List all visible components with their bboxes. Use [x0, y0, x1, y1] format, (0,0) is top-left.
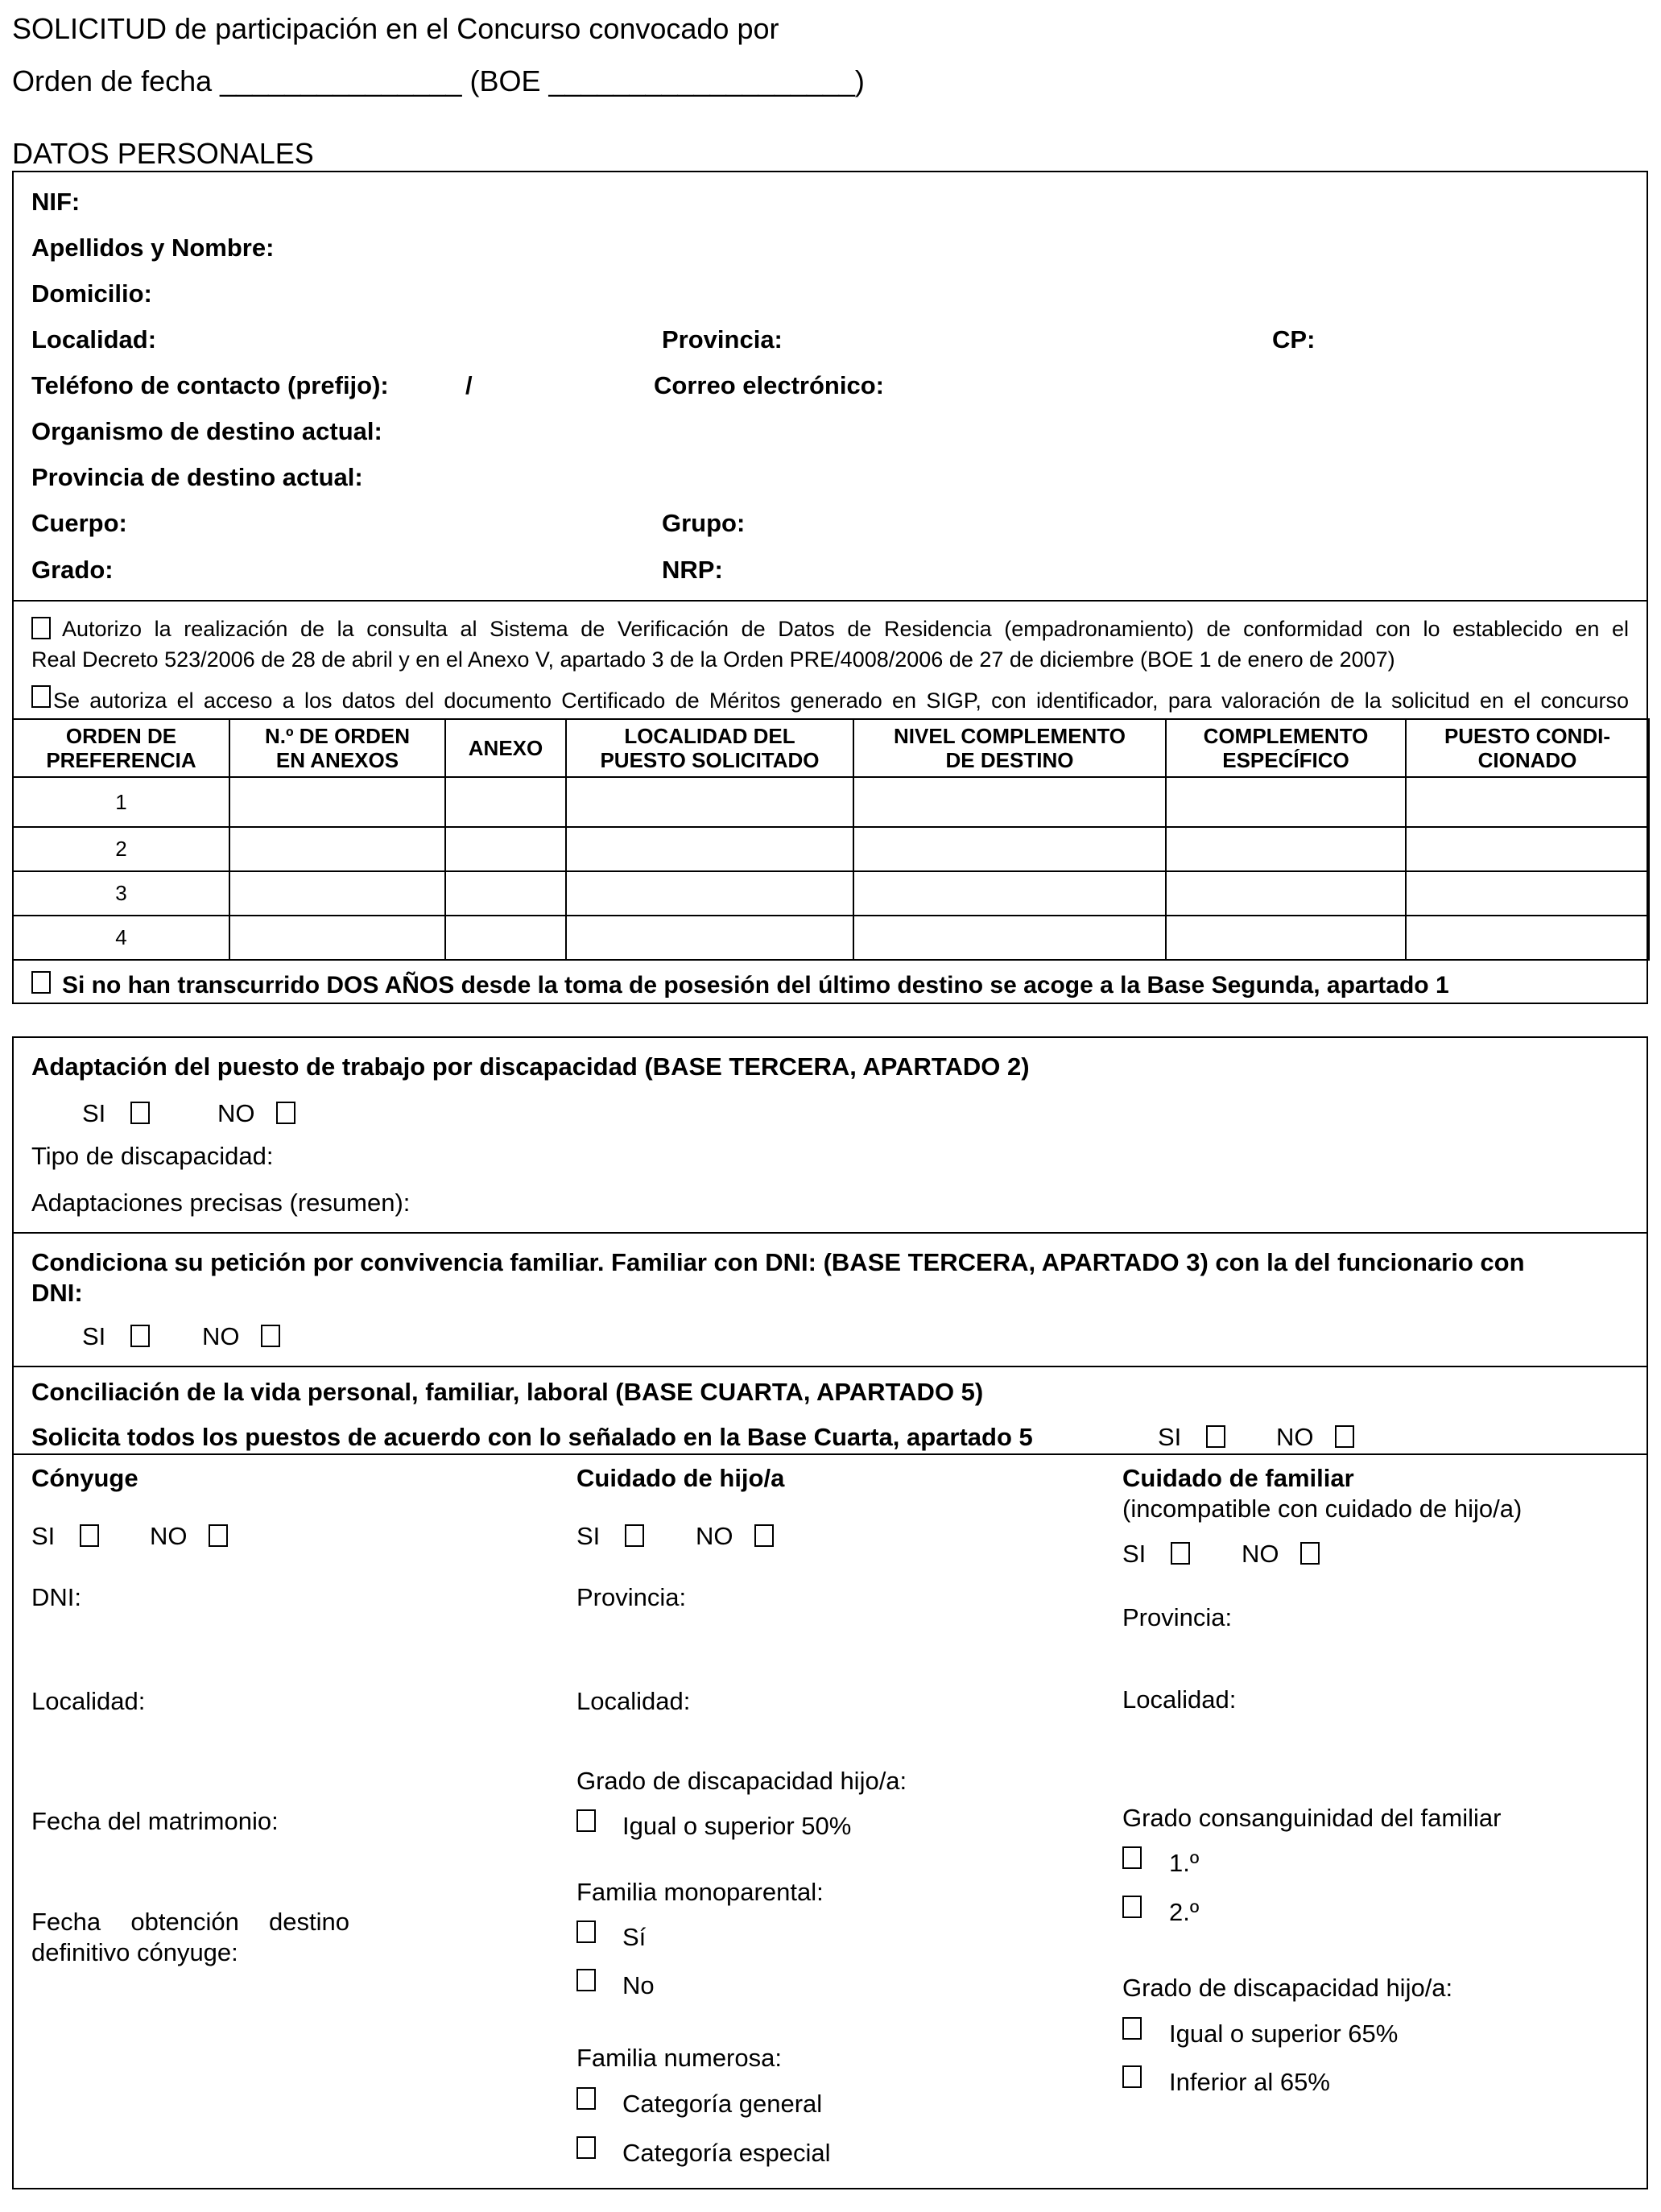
divider — [12, 600, 1648, 602]
conciliation-title: Conciliación de la vida personal, familiar, laboral (BASE CUARTA, APARTADO 5) — [31, 1378, 984, 1406]
no-label: NO — [217, 1099, 255, 1127]
col-header-conditioned: PUESTO CONDI- CIONADO — [1406, 719, 1649, 777]
two-years-note: Si no han transcurrido DOS AÑOS desde la toma de posesión del último destino se acoge a la Base Segunda, apartado 1 — [62, 972, 1449, 999]
table-cell[interactable] — [445, 777, 566, 827]
family-disability-high-label: Igual o superior 65% — [1169, 2020, 1399, 2048]
table-cell[interactable] — [1406, 777, 1649, 827]
table-cell[interactable] — [853, 827, 1166, 871]
col-header-level: NIVEL COMPLEMENTO DE DESTINO — [853, 719, 1166, 777]
organism-label: Organismo de destino actual: — [31, 417, 382, 445]
all-positions-no-option — [1276, 1423, 1354, 1452]
yes-label: SI — [1122, 1540, 1147, 1568]
large-family-general-checkbox[interactable] — [576, 2087, 596, 2110]
table-cell[interactable] — [445, 871, 566, 916]
family-disability-low-checkbox[interactable] — [1122, 2065, 1142, 2088]
spouse-yes-checkbox[interactable] — [80, 1524, 99, 1547]
disability-yes-option — [82, 1099, 150, 1128]
form-title: SOLICITUD de participación en el Concurso convocado por — [12, 12, 779, 45]
consanguinity-label: Grado consanguinidad del familiar — [1122, 1804, 1502, 1832]
yes-label: SI — [576, 1522, 601, 1550]
spouse-dni-label: DNI: — [31, 1583, 81, 1611]
address-label: Domicilio: — [31, 279, 152, 308]
single-parent-yes-checkbox[interactable] — [576, 1921, 596, 1943]
col-header-order: ORDEN DE PREFERENCIA — [13, 719, 229, 777]
disability-yes-checkbox[interactable] — [130, 1102, 150, 1124]
divider — [12, 1366, 1648, 1367]
spouse-no-option — [150, 1522, 228, 1551]
family-province-label: Provincia: — [1122, 1603, 1233, 1631]
family-disability-low-label: Inferior al 65% — [1169, 2068, 1330, 2096]
cohabitation-title-line2: DNI: — [31, 1279, 83, 1307]
family-locality-label: Localidad: — [1122, 1685, 1237, 1714]
divider — [12, 1232, 1648, 1234]
family-care-yes-option — [1122, 1540, 1190, 1569]
all-positions-yes-checkbox[interactable] — [1206, 1425, 1225, 1448]
table-cell[interactable] — [853, 916, 1166, 960]
marriage-date-label: Fecha del matrimonio: — [31, 1807, 279, 1835]
row-number: 2 — [13, 827, 229, 871]
cp-label: CP: — [1272, 325, 1316, 354]
phone-separator: / — [465, 371, 473, 399]
no-label: NO — [1276, 1423, 1314, 1451]
order-date-line: Orden de fecha _______________ (BOE ___________________) — [12, 64, 865, 97]
consanguinity-second-label: 2.º — [1169, 1898, 1200, 1926]
residence-checkbox[interactable] — [31, 617, 51, 639]
table-cell[interactable] — [853, 871, 1166, 916]
child-disability-option: Igual o superior 50% — [622, 1812, 852, 1840]
disability-title: Adaptación del puesto de trabajo por discapacidad (BASE TERCERA, APARTADO 2) — [31, 1052, 1030, 1081]
col-header-specific: COMPLEMENTO ESPECÍFICO — [1166, 719, 1406, 777]
spouse-no-checkbox[interactable] — [209, 1524, 228, 1547]
consanguinity-first-checkbox[interactable] — [1122, 1846, 1142, 1869]
child-care-no-option — [696, 1522, 774, 1551]
cohabitation-yes-checkbox[interactable] — [130, 1325, 150, 1347]
large-family-label: Familia numerosa: — [576, 2044, 782, 2072]
disability-no-option — [217, 1099, 295, 1128]
row-number: 3 — [13, 871, 229, 916]
all-positions-yes-option — [1158, 1423, 1225, 1452]
spouse-yes-option — [31, 1522, 99, 1551]
table-cell[interactable] — [1166, 777, 1406, 827]
dest-province-label: Provincia de destino actual: — [31, 463, 363, 491]
child-care-yes-checkbox[interactable] — [625, 1524, 644, 1547]
single-parent-yes-label: Sí — [622, 1923, 647, 1951]
table-cell[interactable] — [853, 777, 1166, 827]
table-cell[interactable] — [1166, 916, 1406, 960]
child-care-yes-option — [576, 1522, 644, 1551]
no-label: NO — [150, 1522, 188, 1550]
merits-authorization: Se autoriza el acceso a los datos del documento Certificado de Méritos generado en SIGP, con identificador, para valoración de la solicitud en el concurso — [53, 688, 1629, 713]
spouse-dest-date-line2: definitivo cónyuge: — [31, 1938, 238, 1966]
table-row — [13, 916, 1649, 960]
row-number: 1 — [13, 777, 229, 827]
col-header-annex: ANEXO — [445, 719, 566, 777]
yes-label: SI — [82, 1322, 106, 1350]
family-disability-label: Grado de discapacidad hijo/a: — [1122, 1974, 1453, 2002]
phone-label: Teléfono de contacto (prefijo): — [31, 371, 389, 399]
child-care-no-checkbox[interactable] — [754, 1524, 774, 1547]
large-family-special-label: Categoría especial — [622, 2139, 831, 2167]
no-label: NO — [696, 1522, 733, 1550]
two-years-checkbox[interactable] — [31, 971, 51, 994]
row-number: 4 — [13, 916, 229, 960]
child-care-title: Cuidado de hijo/a — [576, 1464, 785, 1492]
table-cell[interactable] — [566, 827, 853, 871]
family-care-no-option — [1242, 1540, 1320, 1569]
family-care-no-checkbox[interactable] — [1300, 1542, 1320, 1565]
yes-label: SI — [1158, 1423, 1182, 1451]
preferences-table — [12, 718, 1650, 961]
consanguinity-second-checkbox[interactable] — [1122, 1896, 1142, 1918]
province-label: Provincia: — [662, 325, 783, 354]
child-disability-label: Grado de discapacidad hijo/a: — [576, 1767, 907, 1795]
single-parent-no-label: No — [622, 1971, 655, 1999]
family-disability-high-checkbox[interactable] — [1122, 2017, 1142, 2040]
consanguinity-first-label: 1.º — [1169, 1849, 1200, 1877]
table-row — [13, 871, 1649, 916]
family-care-subtitle: (incompatible con cuidado de hijo/a) — [1122, 1495, 1523, 1523]
table-cell[interactable] — [566, 916, 853, 960]
email-label: Correo electrónico: — [654, 371, 884, 399]
disability-type-label: Tipo de discapacidad: — [31, 1142, 274, 1170]
spouse-locality-label: Localidad: — [31, 1687, 146, 1715]
child-disability-checkbox[interactable] — [576, 1809, 596, 1832]
cohabitation-no-checkbox[interactable] — [261, 1325, 280, 1347]
no-label: NO — [1242, 1540, 1279, 1568]
table-cell[interactable] — [229, 827, 445, 871]
family-care-yes-checkbox[interactable] — [1171, 1542, 1190, 1565]
merits-checkbox[interactable] — [31, 685, 51, 708]
single-parent-no-checkbox[interactable] — [576, 1969, 596, 1991]
cohabitation-title-line1: Condiciona su petición por convivencia familiar. Familiar con DNI: (BASE TERCERA, APARTADO 3) con la del funcionario con — [31, 1248, 1525, 1276]
single-parent-label: Familia monoparental: — [576, 1878, 824, 1906]
yes-label: SI — [82, 1099, 106, 1127]
corps-label: Cuerpo: — [31, 509, 127, 537]
group-label: Grupo: — [662, 509, 746, 537]
child-locality-label: Localidad: — [576, 1687, 691, 1715]
no-label: NO — [202, 1322, 240, 1350]
nif-label: NIF: — [31, 188, 81, 216]
section-title-personal: DATOS PERSONALES — [12, 137, 314, 170]
all-positions-label: Solicita todos los puestos de acuerdo con lo señalado en la Base Cuarta, apartado 5 — [31, 1423, 1033, 1451]
yes-label: SI — [31, 1522, 56, 1550]
large-family-general-label: Categoría general — [622, 2090, 823, 2118]
divider — [12, 1453, 1648, 1455]
disability-adaptations-label: Adaptaciones precisas (resumen): — [31, 1189, 411, 1217]
table-cell[interactable] — [229, 871, 445, 916]
table-header-row — [13, 719, 1649, 777]
all-positions-no-checkbox[interactable] — [1335, 1425, 1354, 1448]
table-cell[interactable] — [1406, 871, 1649, 916]
table-cell[interactable] — [566, 777, 853, 827]
child-province-label: Provincia: — [576, 1583, 687, 1611]
table-cell[interactable] — [1406, 916, 1649, 960]
table-cell[interactable] — [229, 916, 445, 960]
table-cell[interactable] — [445, 827, 566, 871]
cohabitation-yes-option — [82, 1322, 150, 1351]
table-row — [13, 777, 1649, 827]
table-cell[interactable] — [566, 871, 853, 916]
family-care-title: Cuidado de familiar — [1122, 1464, 1354, 1492]
table-cell[interactable] — [1406, 827, 1649, 871]
table-row — [13, 827, 1649, 871]
spouse-dest-date-line1: Fecha obtención destino — [31, 1908, 349, 1936]
cohabitation-no-option — [202, 1322, 280, 1351]
residence-authorization-line2: Real Decreto 523/2006 de 28 de abril y en el Anexo V, apartado 3 de la Orden PRE/4008/2006 de 27 de diciembre (BOE 1 de enero de 2007) — [31, 647, 1395, 672]
spouse-title: Cónyuge — [31, 1464, 138, 1492]
grade-label: Grado: — [31, 556, 114, 584]
large-family-special-checkbox[interactable] — [576, 2136, 596, 2159]
disability-no-checkbox[interactable] — [276, 1102, 295, 1124]
col-header-locality: LOCALIDAD DEL PUESTO SOLICITADO — [566, 719, 853, 777]
table-cell[interactable] — [229, 777, 445, 827]
table-cell[interactable] — [445, 916, 566, 960]
col-header-annex-number: N.º DE ORDEN EN ANEXOS — [229, 719, 445, 777]
residence-authorization-line1: Autorizo la realización de la consulta al Sistema de Verificación de Datos de Residencia (empadronamiento) de conformidad con lo establecido en el — [62, 617, 1629, 641]
table-cell[interactable] — [1166, 871, 1406, 916]
table-cell[interactable] — [1166, 827, 1406, 871]
name-label: Apellidos y Nombre: — [31, 234, 275, 262]
locality-label: Localidad: — [31, 325, 157, 354]
nrp-label: NRP: — [662, 556, 723, 584]
